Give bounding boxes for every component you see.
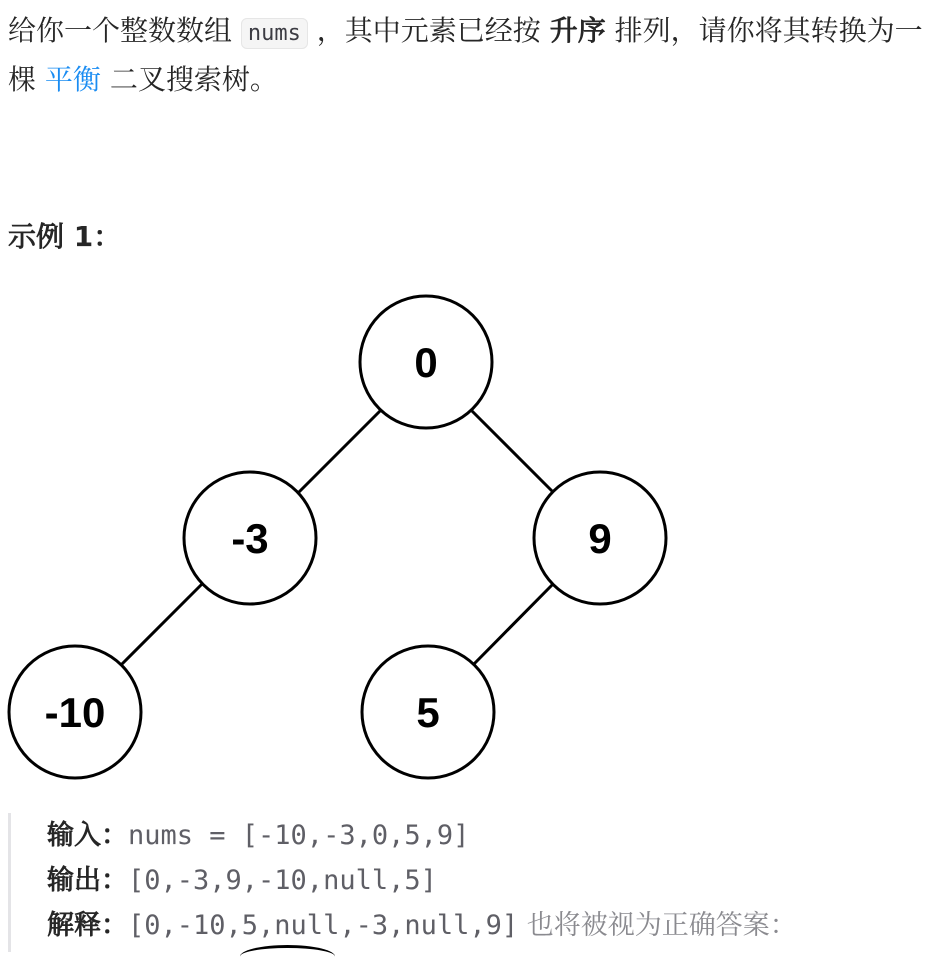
example-io-block bbox=[8, 813, 924, 952]
description-text-2: ，其中元素已经按 bbox=[307, 14, 550, 47]
inline-code-nums: nums bbox=[241, 18, 308, 49]
balanced-link[interactable]: 平衡 bbox=[44, 63, 101, 96]
tree-node-label: -3 bbox=[231, 515, 269, 562]
input-label: 输入： bbox=[47, 820, 128, 851]
edge-0-to-9 bbox=[472, 411, 556, 495]
description-text-1: 给你一个整数数组 bbox=[8, 14, 241, 47]
output-value: [0,-3,9,-10,null,5] bbox=[128, 865, 437, 896]
input-line bbox=[47, 813, 924, 858]
example-1-title: 示例 1： bbox=[8, 220, 122, 253]
output-label: 输出： bbox=[47, 865, 128, 896]
tree-node-label: 0 bbox=[414, 339, 438, 386]
bold-ascending: 升序 bbox=[549, 14, 606, 47]
input-value: nums = [-10,-3,0,5,9] bbox=[128, 820, 470, 851]
edge-0-to-neg3 bbox=[296, 411, 380, 495]
edge-neg3-to-neg10 bbox=[120, 583, 203, 666]
tree-node-label: -10 bbox=[44, 689, 106, 736]
tree-node-label: 9 bbox=[588, 515, 612, 562]
explanation-tail: 也将被视为正确答案： bbox=[518, 910, 797, 941]
problem-description bbox=[8, 8, 924, 103]
description-text-3: 排列，请你将其转换为一棵 bbox=[8, 14, 923, 96]
explanation-line bbox=[47, 903, 924, 948]
next-tree-image-partial bbox=[240, 945, 335, 968]
tree-node-label: 5 bbox=[416, 689, 440, 736]
description-text-4: 二叉搜索树。 bbox=[100, 63, 278, 96]
bst-tree-diagram bbox=[0, 285, 700, 790]
explanation-value: [0,-10,5,null,-3,null,9] bbox=[128, 910, 519, 941]
explanation-label: 解释： bbox=[47, 910, 128, 941]
output-line bbox=[47, 858, 924, 903]
edge-9-to-5 bbox=[472, 583, 554, 666]
